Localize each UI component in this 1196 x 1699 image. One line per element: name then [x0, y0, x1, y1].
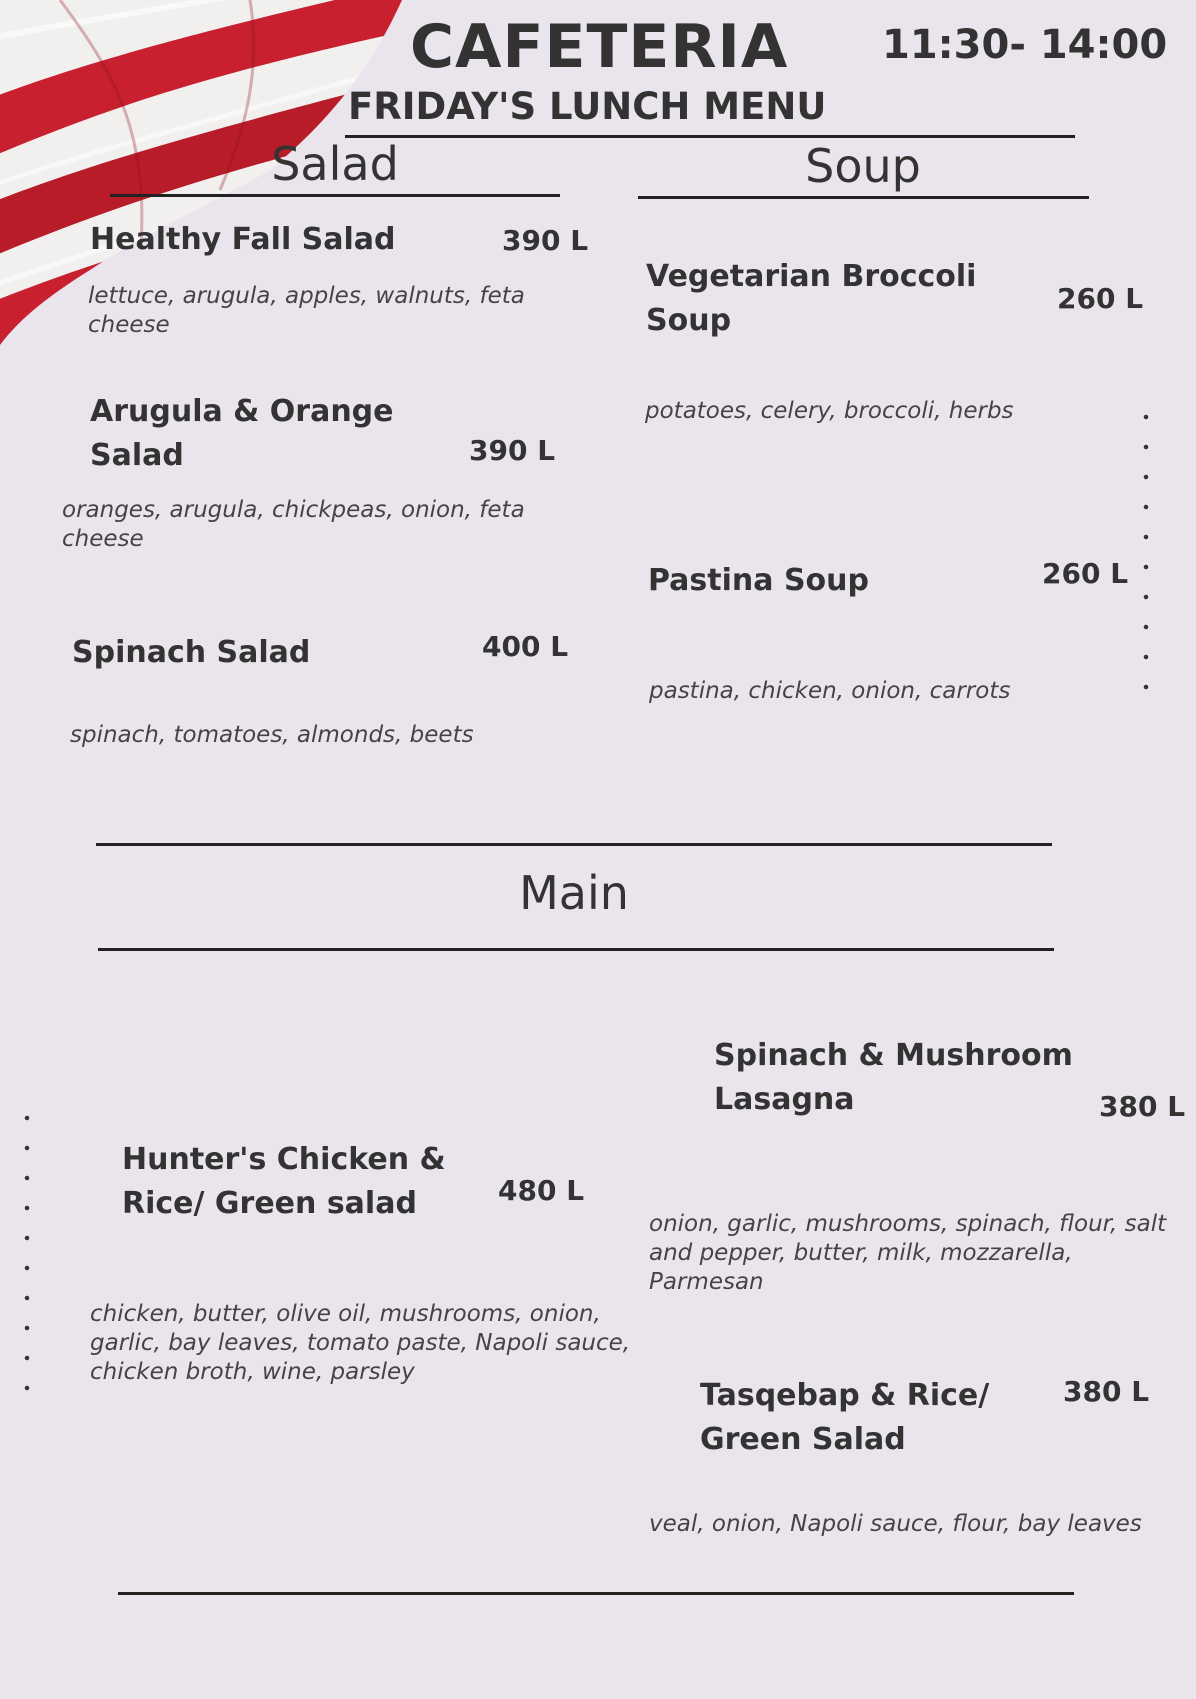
soup-item-name: Vegetarian Broccoli Soup [646, 259, 977, 338]
salad-divider [110, 194, 560, 197]
main-item-description: onion, garlic, mushrooms, spinach, flour, salt and pepper, butter, milk, mozzarella, Parmesan [649, 1211, 1167, 1295]
opening-hours: 11:30- 14:00 [882, 22, 1168, 68]
soup-item-price: 260 L [1042, 557, 1129, 590]
main-item-name: Hunter's Chicken & Rice/ Green salad [122, 1142, 446, 1221]
salad-item-price: 390 L [469, 434, 556, 467]
soup-item-description: potatoes, celery, broccoli, herbs [645, 398, 1014, 424]
salad-item-description: oranges, arugula, chickpeas, onion, feta cheese [62, 497, 525, 552]
decorative-dots [12, 1103, 48, 1403]
main-item-price: 480 L [498, 1174, 585, 1207]
salad-item-description: lettuce, arugula, apples, walnuts, feta cheese [88, 283, 525, 338]
main-bottom-divider [98, 948, 1054, 951]
main-item-name: Spinach & Mushroom Lasagna [714, 1038, 1073, 1117]
main-item-name: Tasqebap & Rice/ Green Salad [700, 1378, 990, 1457]
salad-item-price: 400 L [482, 630, 569, 663]
soup-item-name: Pastina Soup [648, 563, 870, 598]
soup-item-description: pastina, chicken, onion, carrots [649, 678, 1011, 704]
main-item-price: 380 L [1063, 1375, 1150, 1408]
main-item-description: chicken, butter, olive oil, mushrooms, onion, garlic, bay leaves, tomato paste, Napoli sauce, chicken broth, wine, parsley [90, 1301, 631, 1385]
footer-divider [118, 1592, 1074, 1595]
decorative-dots [1131, 402, 1167, 702]
main-item-price: 380 L [1099, 1090, 1186, 1123]
main-top-divider [96, 843, 1052, 846]
main-heading: Main [519, 866, 629, 920]
main-item-description: veal, onion, Napoli sauce, flour, bay leaves [649, 1511, 1142, 1537]
salad-item-price: 390 L [502, 224, 589, 257]
salad-item-name: Healthy Fall Salad [90, 222, 396, 257]
soup-heading: Soup [805, 139, 921, 193]
page-title: CAFETERIA [410, 12, 789, 82]
menu-subtitle: FRIDAY'S LUNCH MENU [348, 85, 827, 128]
soup-item-price: 260 L [1057, 282, 1144, 315]
salad-item-name: Spinach Salad [72, 635, 311, 670]
soup-divider [638, 196, 1089, 199]
salad-heading: Salad [271, 137, 399, 191]
salad-item-description: spinach, tomatoes, almonds, beets [70, 722, 474, 748]
salad-item-name: Arugula & Orange Salad [90, 394, 394, 473]
